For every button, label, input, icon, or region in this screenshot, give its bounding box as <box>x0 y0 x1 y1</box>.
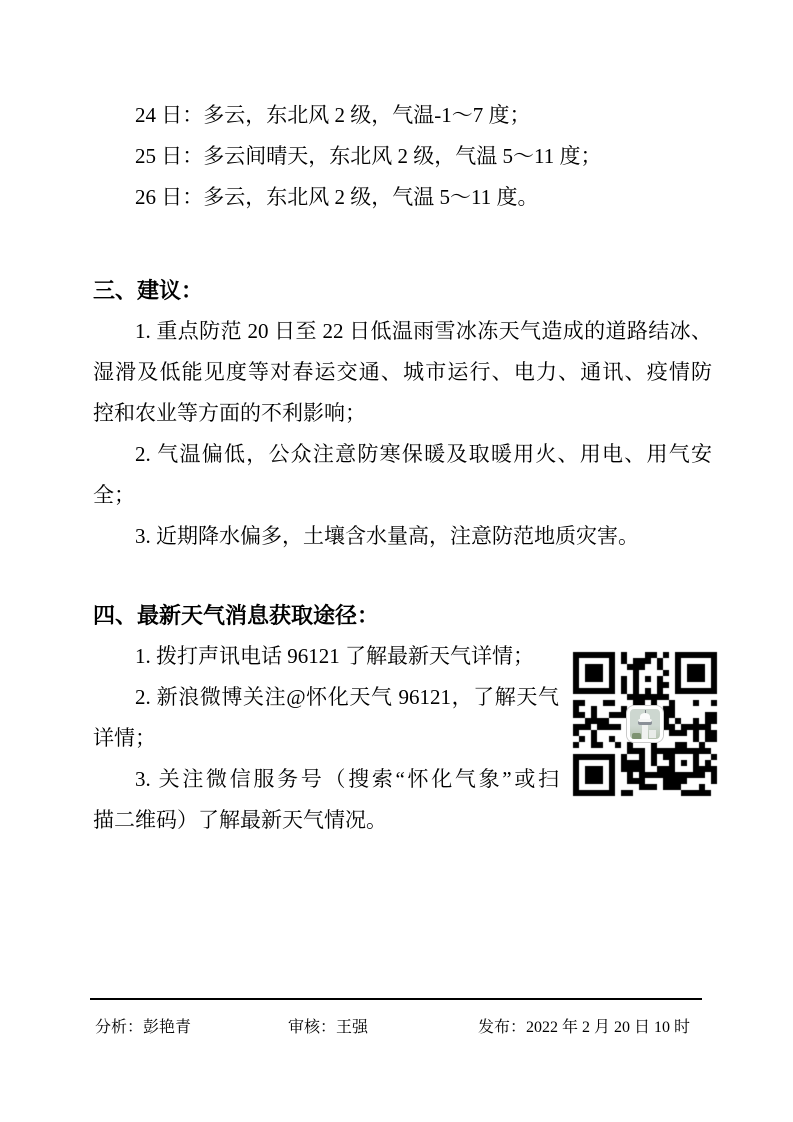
forecast-line-26: 26 日：多云，东北风 2 级，气温 5～11 度。 <box>135 185 539 209</box>
forecast-line-24: 24 日：多云，东北风 2 级，气温-1～7 度； <box>135 103 531 127</box>
forecast-line-25: 25 日：多云间晴天，东北风 2 级，气温 5～11 度； <box>135 144 602 168</box>
channel-line: 1. 拨打声讯电话 96121 了解最新天气详情； <box>135 644 534 668</box>
tower-shaft <box>642 725 648 739</box>
advice-line: 2. 气温偏低，公众注意防寒保暖及取暖用火、用电、用气安 <box>135 442 712 466</box>
footer-publish-time: 发布：2022 年 2 月 20 日 10 时 <box>478 1019 691 1036</box>
document-body <box>93 95 712 841</box>
tower-base-building <box>649 730 656 738</box>
advice-line: 3. 近期降水偏多，土壤含水量高，注意防范地质灾害。 <box>135 524 639 548</box>
section-channels-heading: 四、最新天气消息获取途径： <box>93 603 380 628</box>
channel-line: 3. 关注微信服务号（搜索“怀化气象”或扫 <box>135 767 559 791</box>
radar-tower-icon <box>627 706 663 742</box>
wechat-qr-code <box>569 648 721 800</box>
footer-analyst: 分析：彭艳青 <box>95 1019 192 1036</box>
channel-line: 2. 新浪微博关注@怀化天气 96121，了解天气 <box>135 685 559 709</box>
section-advice-heading: 三、建议： <box>93 278 204 303</box>
footer-reviewer: 审核：王强 <box>288 1019 369 1036</box>
section-channels-body <box>93 636 712 841</box>
document-footer <box>90 998 702 1040</box>
advice-line: 1. 重点防范 20 日至 22 日低温雨雪冰冻天气造成的道路结冰、 <box>135 319 712 343</box>
advice-line: 全； <box>93 483 135 507</box>
channel-line: 描二维码）了解最新天气情况。 <box>93 808 387 832</box>
advice-line: 控和农业等方面的不利影响； <box>93 401 366 425</box>
tower-bushes <box>632 733 641 739</box>
channel-line: 详情； <box>93 726 156 750</box>
advice-line: 湿滑及低能见度等对春运交通、城市运行、电力、通讯、疫情防 <box>93 360 712 384</box>
